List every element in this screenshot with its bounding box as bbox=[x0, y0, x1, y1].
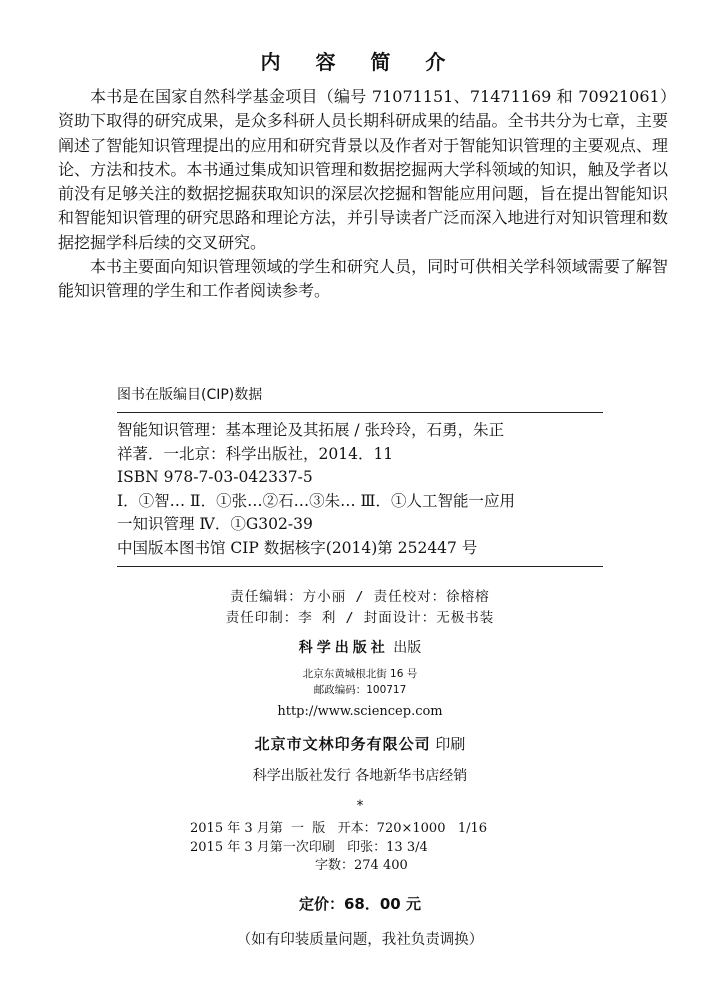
cip-title-line: 智能知识管理：基本理论及其拓展 / 张玲玲，石勇，朱正 bbox=[117, 421, 505, 439]
publisher-action: 出版 bbox=[393, 640, 422, 656]
separator-star: * bbox=[356, 798, 364, 814]
publisher-line bbox=[0, 637, 720, 657]
price: 定价：68．00 元 bbox=[299, 895, 421, 913]
credits-editor-row: 责任编辑：方小丽 / 责任校对：徐榕榕 bbox=[230, 589, 490, 605]
cip-record bbox=[117, 412, 603, 567]
distribution-line: 科学出版社发行 各地新华书店经销 bbox=[252, 768, 468, 784]
quality-notice: （如有印装质量问题，我社负责调换） bbox=[236, 932, 484, 948]
printer-line bbox=[0, 733, 720, 754]
summary-body bbox=[58, 85, 668, 304]
spec-printing: 2015 年 3 月第一次印刷 印张：13 3/4 bbox=[190, 839, 428, 855]
publisher-postcode: 邮政编码：100717 bbox=[313, 684, 407, 696]
cip-record-number: 中国版本图书馆 CIP 数据核字(2014)第 252447 号 bbox=[117, 538, 478, 557]
publisher-address-block bbox=[0, 666, 720, 698]
summary-paragraph-1: 本书是在国家自然科学基金项目（编号 71071151、71471169 和 70921061）资助下取得的研究成果，是众多科研人员长期科研成果的结晶。全书共分为七章，主要阐述了智能知识管理提出的应用和研究背景以及作者对于智能知识管理的主要观点、理论、方法和技术。本书通过集成知识管理和数据挖掘两大学科领域的知识，触及学者以前没有足够关注的数据挖掘获取知识的深层次挖掘和智能应用问题，旨在提出智能知识和智能知识管理的研究思路和理论方法，并引导读者广泛而深入地进行对知识管理和数据挖掘学科后续的交叉研究。 bbox=[58, 87, 668, 252]
cip-classification-line: Ⅰ．①智… Ⅱ．①张…②石…③朱… Ⅲ．①人工智能一应用 bbox=[117, 491, 515, 510]
printer-action: 印刷 bbox=[435, 735, 466, 753]
summary-title: 内 容 简 介 bbox=[260, 50, 460, 74]
cip-header: 图书在版编目(CIP)数据 bbox=[117, 387, 263, 403]
cip-imprint-line: 祥著．一北京：科学出版社，2014．11 bbox=[117, 444, 394, 463]
cip-classification-line-2: 一知识管理 Ⅳ．①G302-39 bbox=[117, 515, 313, 533]
printer-name: 北京市文林印务有限公司 bbox=[254, 735, 431, 753]
print-specs bbox=[0, 820, 720, 876]
credits bbox=[0, 587, 720, 629]
cip-isbn-line: ISBN 978-7-03-042337-5 bbox=[117, 468, 313, 486]
summary-paragraph-2: 本书主要面向知识管理领域的学生和研究人员，同时可供相关学科领域需要了解智能知识管理的学生和工作者阅读参考。 bbox=[58, 257, 668, 301]
credits-print-row: 责任印制：李 利 / 封面设计：无极书装 bbox=[225, 610, 495, 626]
publisher-address: 北京东黄城根北街 16 号 bbox=[302, 668, 418, 680]
spec-wordcount: 字数：274 400 bbox=[315, 858, 408, 873]
spec-edition: 2015 年 3 月第 一 版 开本：720×1000 1/16 bbox=[190, 821, 488, 836]
cip-block bbox=[117, 384, 603, 567]
publisher-name: 科学出版社 bbox=[298, 640, 389, 656]
publisher-website: http://www.sciencep.com bbox=[277, 704, 443, 719]
